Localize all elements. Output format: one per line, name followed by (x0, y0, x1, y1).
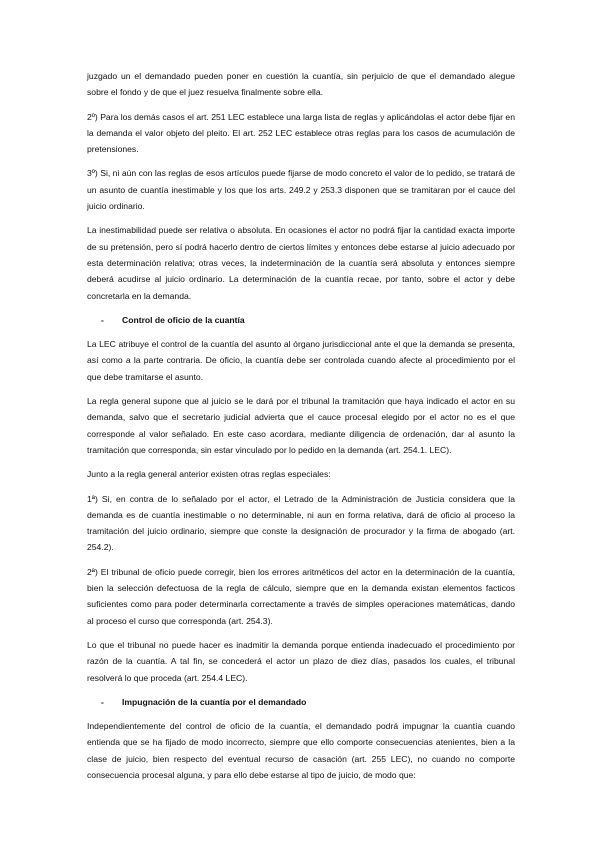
paragraph: 2ª) El tribunal de oficio puede corregir, bien los errores aritméticos del actor en la determinación de la cuantía, bien la selección defectuosa de la regla de cálculo, siempre que en la demanda existan elementos facticos suficientes como para poder determinarla correctamente a través de simples operaciones matemáticas, dando al proceso el curso que corresponda (art. 254.3). (87, 566, 515, 626)
paragraph: La LEC atribuye el control de la cuantía del asunto al órgano jurisdiccional ante el que la demanda se presenta, así como a la parte contraria. De oficio, la cuantía debe ser controlada cuando afecte al procedimiento por el que debe tramitarse el asunto. (87, 339, 515, 382)
paragraph: 2º) Para los demás casos el art. 251 LEC establece una larga lista de reglas y aplicándolas el actor debe fijar en la demanda el valor objeto del pleito. El art. 252 LEC establece otras reglas para los casos de acumulación de pretensiones. (87, 111, 515, 155)
paragraph: La regla general supone que al juicio se le dará por el tribunal la tramitación que haya indicado el actor en su demanda, salvo que el secretario judicial advierta que el cauce procesal elegido por el actor no es el que corresponde al valor señalado. En este caso acordara, mediante diligencia de ordenación, dar al asunto la tramitación que corresponda, sin estar vinculado por lo pedido en la demanda (art. 254.1. LEC). (87, 396, 515, 455)
paragraph: 1ª) Si, en contra de lo señalado por el actor, el Letrado de la Administración de Justicia considera que la demanda es de cuantía inestimable o no determinable, ni aun en forma relativa, dará de oficio al proceso la tramitación del juicio ordinario, siempre que conste la designación de procurador y la firma de abogado (art. 254.2). (87, 493, 515, 553)
heading-bullet: - (101, 696, 104, 707)
heading-text: Impugnación de la cuantía por el demandado (122, 696, 307, 707)
paragraph: juzgado un el demandado pueden poner en cuestión la cuantía, sin perjuicio de que el demandado alegue sobre el fondo y de que el juez resuelva finalmente sobre ella. (87, 71, 515, 98)
section-heading (101, 694, 515, 710)
paragraph: Independientemente del control de oficio de la cuantía, el demandado podrá impugnar la cuantía cuando entienda que se ha fijado de modo incorrecto, siempre que ello comporte consecuencias atenientes, bien a la clase de juicio, bien respecto del eventual recurso de casación (art. 255 LEC), no cuando no comporte consecuencia procesal alguna, y para ello debe estarse al tipo de juicio, de modo que: (87, 721, 515, 780)
heading-bullet: - (101, 314, 104, 325)
document-body (87, 68, 515, 791)
heading-text: Control de oficio de la cuantía (122, 314, 245, 325)
section-heading (101, 312, 515, 328)
paragraph: La inestimabilidad puede ser relativa o absoluta. En ocasiones el actor no podrá fijar la cantidad exacta importe de su pretensión, pero sí podrá hacerlo dentro de ciertos límites y entonces debe estarse al juicio adecuado por esta determinación relativa; otras veces, la indeterminación de la cuantía será absoluta y entonces siempre deberá acudirse al juicio ordinario. La determinación de la cuantía recae, por tanto, sobre el actor y debe concretarla en la demanda. (87, 225, 515, 301)
paragraph: Junto a la regla general anterior existen otras reglas especiales: (87, 469, 331, 480)
paragraph: Lo que el tribunal no puede hacer es inadmitir la demanda porque entienda inadecuado el procedimiento por razón de la cuantía. A tal fin, se concederá el actor un plazo de diez días, pasados los cuales, el tribunal resolverá lo que proceda (art. 254.4 LEC). (87, 639, 515, 683)
paragraph: 3º) Si, ni aún con las reglas de esos artículos puede fijarse de modo concreto el valor de lo pedido, se tratará de un asunto de cuantía inestimable y los que los arts. 249.2 y 253.3 disponen que se tramitaran por el cauce del juicio ordinario. (87, 168, 515, 212)
